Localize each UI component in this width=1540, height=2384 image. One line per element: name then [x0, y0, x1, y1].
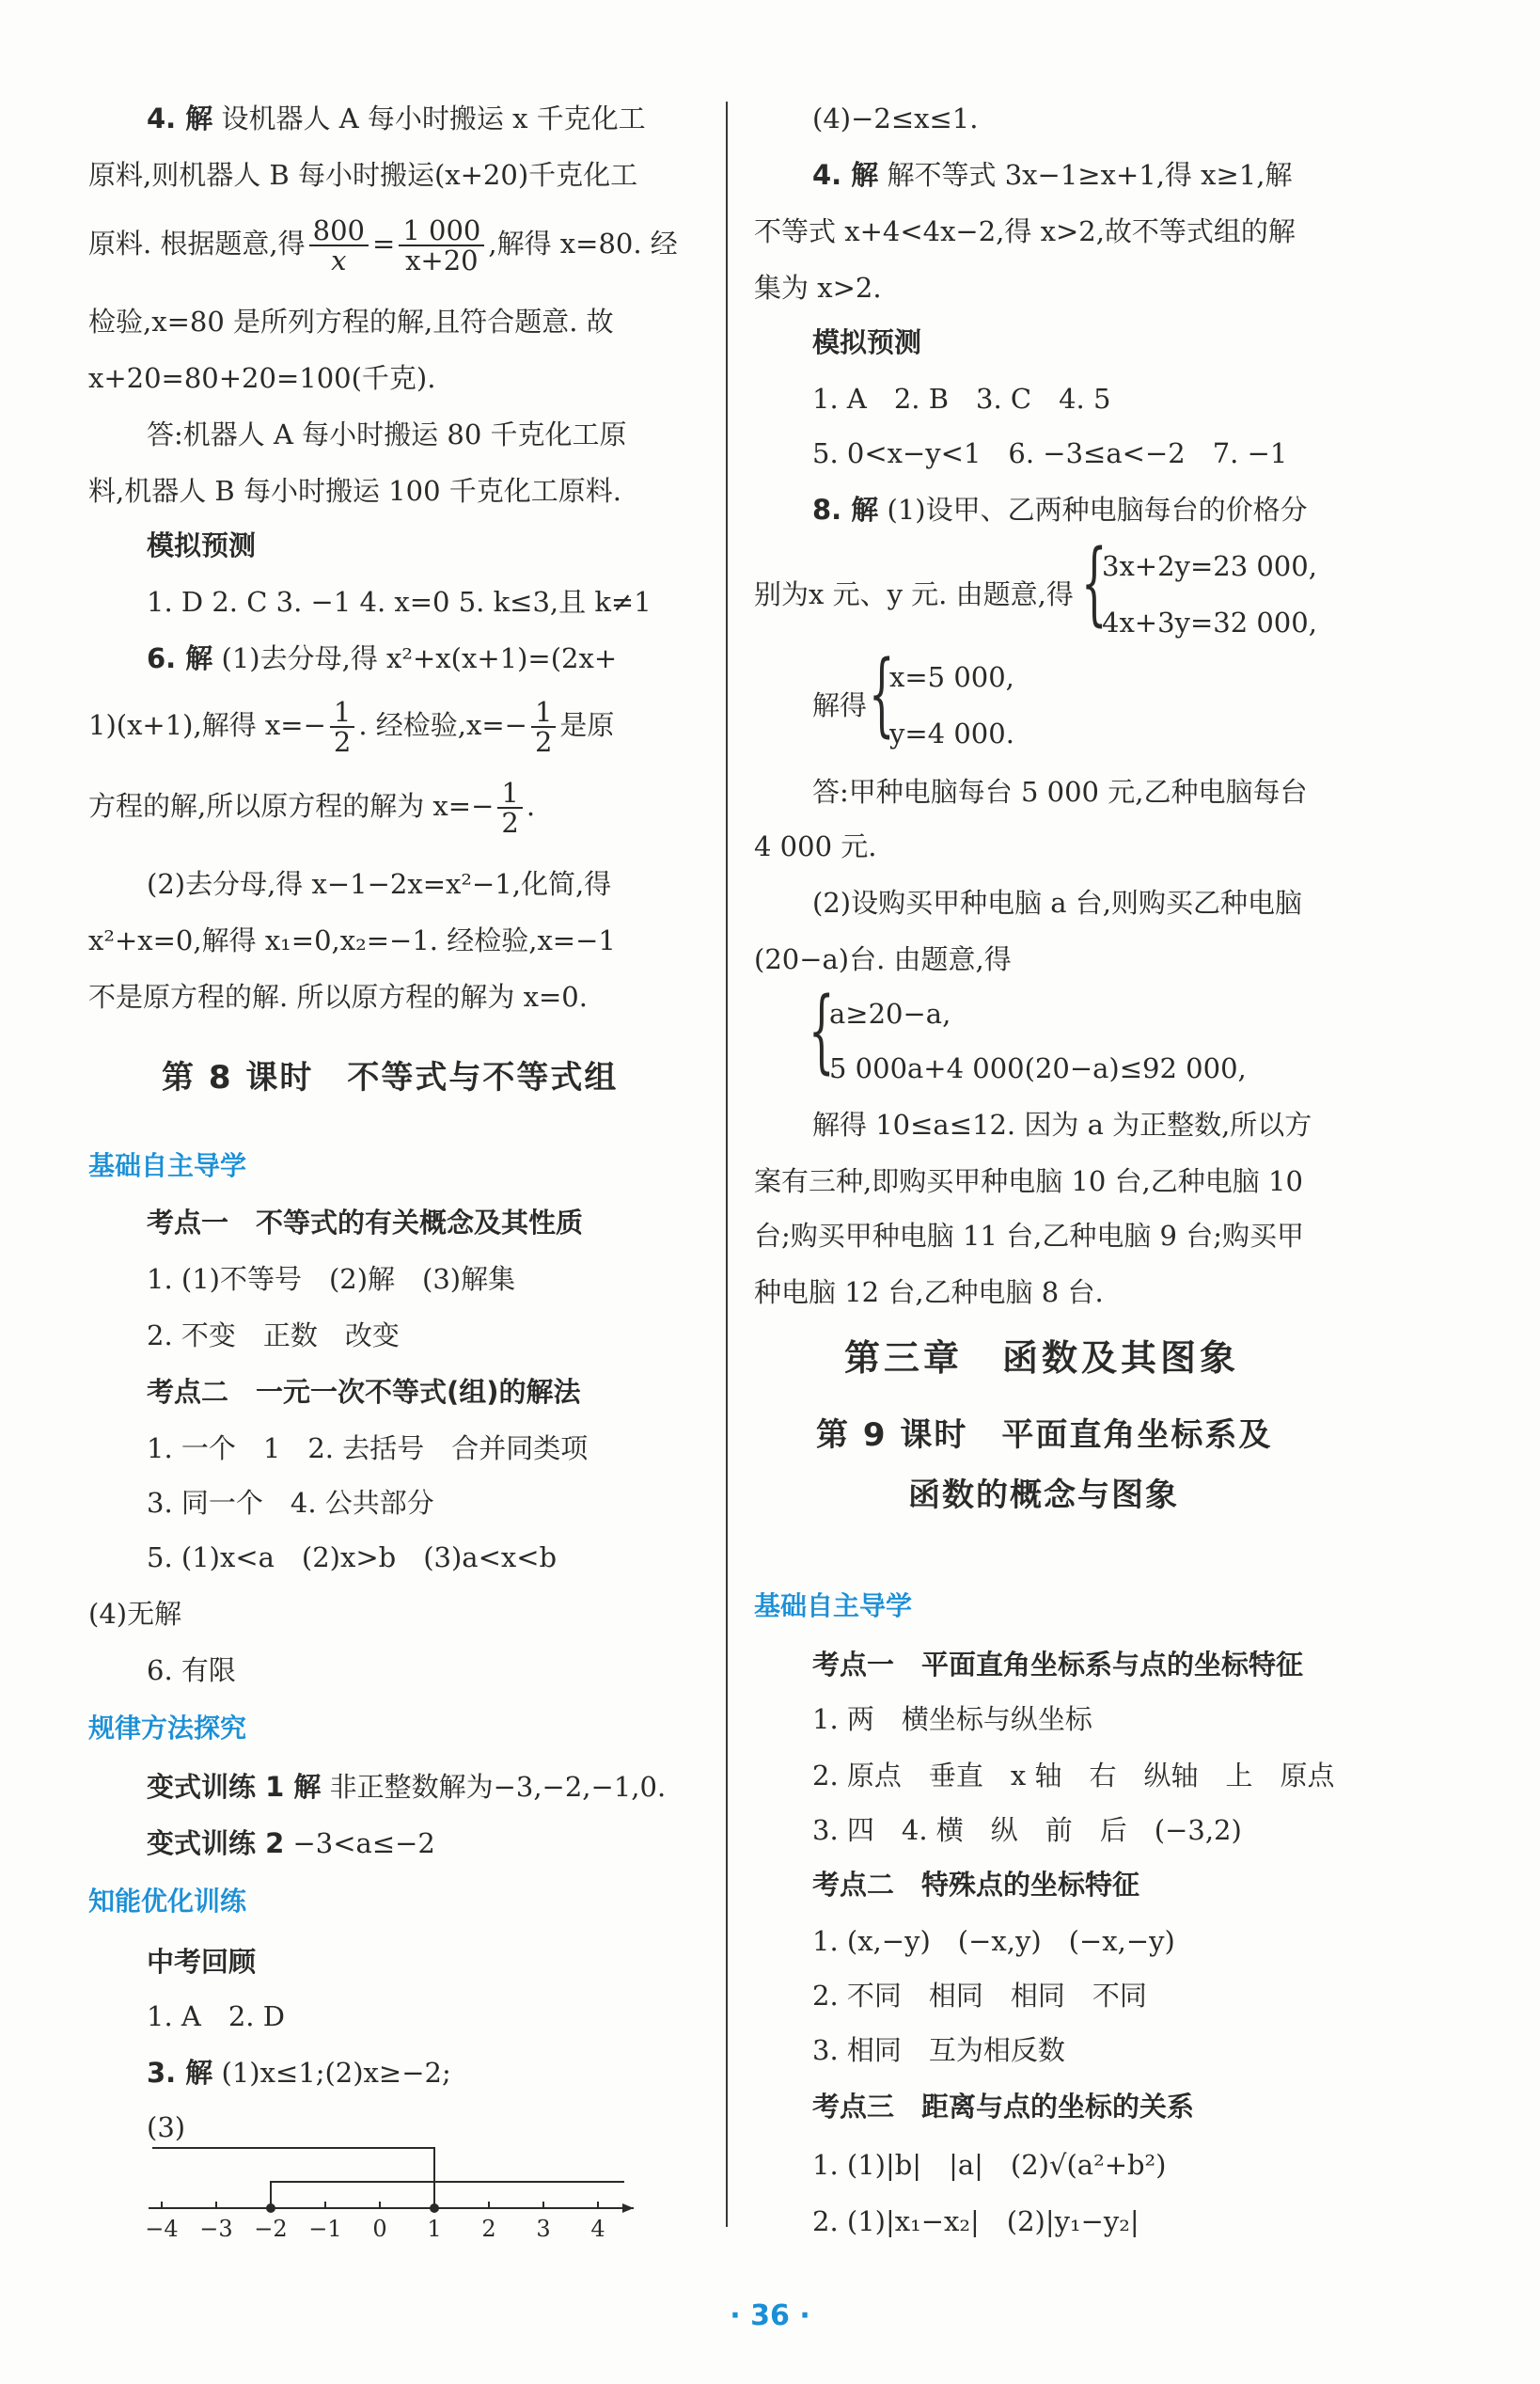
q8-part2-line-5: 台;购买甲种电脑 11 台,乙种电脑 9 台;购买甲 — [754, 1220, 1304, 1252]
q4-text-1: 设机器人 A 每小时搬运 x 千克化工 — [221, 103, 646, 134]
solution-lower-bound — [271, 2182, 624, 2208]
page-number: · 36 · — [730, 2299, 810, 2332]
tick-label: 0 — [372, 2216, 387, 2238]
right-kp3-answer-2: 2. (1)|x₁−x₂| (2)|y₁−y₂| — [812, 2205, 1139, 2237]
q8-part2-line-3: 解得 10≤a≤12. 因为 a 为正整数,所以方 — [812, 1109, 1312, 1141]
review-q3 — [147, 2054, 451, 2092]
q6-text-2a: 1)(x+1),解得 x=− — [88, 709, 326, 741]
right-sim-2: 5. 0<x−y<1 6. −3≤a<−2 7. −1 — [812, 437, 1288, 469]
frac-den: 2 — [534, 726, 553, 758]
right-kp2-answer-3: 3. 相同 互为相反数 — [812, 2034, 1065, 2066]
variant-2 — [147, 1824, 435, 1862]
frac-num: 1 — [531, 698, 556, 728]
q4-line-1 — [147, 100, 646, 137]
frac-num: 1 000 — [399, 216, 484, 246]
q6-line-2 — [88, 698, 614, 756]
q6-part2-line-2: x²+x=0,解得 x₁=0,x₂=−1. 经检验,x=−1 — [88, 924, 616, 956]
q4-answer-1: 答:机器人 A 每小时搬运 80 千克化工原 — [147, 418, 627, 450]
right-sim-title: 模拟预测 — [812, 326, 922, 358]
q4-line-2: 原料,则机器人 B 每小时搬运(x+20)千克化工 — [88, 159, 638, 191]
point-upper — [430, 2203, 439, 2213]
system1-eq2: 4x+3y=32 000, — [1102, 607, 1317, 639]
right-section-basic: 基础自主导学 — [754, 1590, 913, 1621]
right-kp3-answer-1: 1. (1)|b| |a| (2)√(a²+b²) — [812, 2149, 1167, 2181]
q8-answer-2: 4 000 元. — [754, 830, 877, 862]
rq4-label: 4. 解 — [812, 159, 879, 191]
solution-upper-bound — [152, 2148, 434, 2208]
system3-eq1: a≥20−a, — [829, 998, 951, 1030]
fraction-800-x — [309, 216, 369, 275]
page-number-value: 36 — [750, 2299, 790, 2332]
right-line-0: (4)−2≤x≤1. — [812, 103, 979, 134]
q6-text-2b: . 经检验,x=− — [358, 709, 527, 741]
system3-eq2: 5 000a+4 000(20−a)≤92 000, — [829, 1052, 1247, 1084]
frac-den: 2 — [333, 726, 352, 758]
review-title: 中考回顾 — [147, 1946, 257, 1978]
lesson-9-title-1: 第 9 课时 平面直角坐标系及 — [816, 1416, 1273, 1454]
right-kp2-answer-1: 1. (x,−y) (−x,y) (−x,−y) — [812, 1925, 1175, 1957]
variant-2-text: −3<a≤−2 — [292, 1827, 435, 1859]
number-line-figure — [141, 2135, 743, 2238]
q6-text-3b: . — [526, 790, 536, 822]
column-divider — [726, 102, 728, 2227]
solve-label: 解得 — [812, 689, 868, 721]
fraction-half-2 — [531, 698, 556, 756]
q6-text-2c: 是原 — [559, 709, 615, 741]
tick-label: 1 — [427, 2216, 442, 2238]
kp2-answer-1: 1. 一个 1 2. 去括号 合并同类项 — [147, 1432, 589, 1464]
kp1-answer-1: 1. (1)不等号 (2)解 (3)解集 — [147, 1263, 516, 1295]
frac-den: x+20 — [405, 245, 479, 276]
axis-arrow — [622, 2203, 634, 2213]
rq4-text-1: 解不等式 3x−1≥x+1,得 x≥1,解 — [887, 159, 1293, 191]
fraction-1000-x20 — [399, 216, 484, 275]
right-kp2-title: 考点二 特殊点的坐标特征 — [812, 1869, 1140, 1901]
brace-system-1: { — [1081, 530, 1108, 636]
variant-1-label: 变式训练 1 解 — [147, 1771, 322, 1803]
kp1-answer-2: 2. 不变 正数 改变 — [147, 1319, 400, 1351]
q4-line-3 — [88, 216, 678, 275]
right-kp3-title: 考点三 距离与点的坐标的关系 — [812, 2091, 1195, 2123]
fraction-half — [330, 698, 354, 756]
tick-label: 4 — [590, 2216, 605, 2238]
q8-label: 8. 解 — [812, 494, 879, 526]
variant-2-label: 变式训练 2 — [147, 1827, 285, 1859]
frac-den: x — [331, 245, 347, 276]
chapter-title: 第三章 函数及其图象 — [844, 1337, 1240, 1379]
sim-title: 模拟预测 — [147, 529, 257, 561]
q4-answer-2: 料,机器人 B 每小时搬运 100 千克化工原料. — [88, 475, 621, 507]
review-q3-text: (1)x≤1;(2)x≥−2; — [221, 2057, 451, 2089]
right-kp1-title: 考点一 平面直角坐标系与点的坐标特征 — [812, 1649, 1304, 1681]
sim-answers: 1. D 2. C 3. −1 4. x=0 5. k≤3,且 k≠1 — [147, 586, 652, 618]
q8-answer-1: 答:甲种电脑每台 5 000 元,乙种电脑每台 — [812, 776, 1308, 808]
tick-label: −3 — [199, 2216, 233, 2238]
right-sim-1: 1. A 2. B 3. C 4. 5 — [812, 383, 1111, 415]
q6-part2-line-3: 不是原方程的解. 所以原方程的解为 x=0. — [88, 981, 588, 1013]
section-method: 规律方法探究 — [88, 1713, 247, 1744]
frac-den: 2 — [501, 807, 519, 839]
right-kp1-answer-2: 2. 原点 垂直 x 轴 右 纵轴 上 原点 — [812, 1760, 1335, 1792]
point-lower — [266, 2203, 275, 2213]
right-kp1-answer-3: 3. 四 4. 横 纵 前 后 (−3,2) — [812, 1814, 1242, 1846]
q6-label: 6. 解 — [147, 642, 213, 674]
q8-part2-line-4: 案有三种,即购买甲种电脑 10 台,乙种电脑 10 — [754, 1165, 1303, 1197]
kp2-answer-6: 6. 有限 — [147, 1654, 236, 1686]
frac-num: 800 — [309, 216, 369, 246]
variant-1 — [147, 1768, 666, 1806]
system2-eq2: y=4 000. — [889, 718, 1014, 750]
tick-label: −2 — [254, 2216, 288, 2238]
q8-text-1: (1)设甲、乙两种电脑每台的价格分 — [887, 494, 1308, 526]
kp2-answer-5b: (4)无解 — [88, 1598, 182, 1630]
fraction-half-3 — [497, 779, 522, 837]
section-train: 知能优化训练 — [88, 1886, 247, 1917]
kp1-title: 考点一 不等式的有关概念及其性质 — [147, 1207, 584, 1239]
q6-line-1 — [147, 639, 617, 677]
system2-eq1: x=5 000, — [889, 661, 1014, 693]
q6-text-1: (1)去分母,得 x²+x(x+1)=(2x+ — [221, 642, 618, 674]
q4-line-4: 检验,x=80 是所列方程的解,且符合题意. 故 — [88, 306, 614, 338]
lesson-8-title: 第 8 课时 不等式与不等式组 — [162, 1059, 619, 1097]
q8-part2-line-6: 种电脑 12 台,乙种电脑 8 台. — [754, 1276, 1104, 1308]
q4-line-5: x+20=80+20=100(千克). — [88, 362, 436, 394]
q6-line-3 — [88, 779, 535, 837]
review-q3-part3: (3) — [147, 2111, 186, 2143]
rq4-line-3: 集为 x>2. — [754, 272, 882, 304]
q4-label: 4. 解 — [147, 103, 213, 134]
brace-system-2: { — [869, 641, 895, 747]
frac-num: 1 — [497, 779, 522, 809]
variant-1-text: 非正整数解为−3,−2,−1,0. — [329, 1771, 667, 1803]
kp2-answer-5: 5. (1)x<a (2)x>b (3)a<x<b — [147, 1541, 558, 1573]
q4-text-3a: 原料. 根据题意,得 — [88, 228, 306, 260]
q8-part2-line-2: (20−a)台. 由题意,得 — [754, 943, 1012, 975]
review-q3-label: 3. 解 — [147, 2057, 213, 2089]
q4-text-3b: ,解得 x=80. 经 — [488, 228, 678, 260]
equals: = — [372, 228, 396, 260]
q6-part2-line-1: (2)去分母,得 x−1−2x=x²−1,化简,得 — [147, 868, 612, 900]
section-basic: 基础自主导学 — [88, 1150, 247, 1181]
rq4-line-2: 不等式 x+4<4x−2,得 x>2,故不等式组的解 — [754, 215, 1296, 247]
brace-system-3: { — [809, 978, 835, 1083]
rq4-line-1 — [812, 156, 1292, 194]
q8-line-2: 别为x 元、y 元. 由题意,得 — [754, 578, 1074, 610]
tick-label: 3 — [536, 2216, 551, 2238]
lesson-9-title-2: 函数的概念与图象 — [908, 1476, 1179, 1514]
tick-label: 2 — [481, 2216, 496, 2238]
q8-part2-line-1: (2)设购买甲种电脑 a 台,则购买乙种电脑 — [812, 887, 1303, 919]
frac-num: 1 — [330, 698, 354, 728]
kp2-answer-3: 3. 同一个 4. 公共部分 — [147, 1487, 434, 1519]
right-kp1-answer-1: 1. 两 横坐标与纵坐标 — [812, 1703, 1092, 1735]
tick-label: −4 — [145, 2216, 179, 2238]
kp2-title: 考点二 一元一次不等式(组)的解法 — [147, 1376, 581, 1408]
right-kp2-answer-2: 2. 不同 相同 相同 不同 — [812, 1980, 1147, 2012]
review-answers: 1. A 2. D — [147, 2000, 285, 2032]
system1-eq1: 3x+2y=23 000, — [1102, 550, 1317, 582]
tick-label: −1 — [308, 2216, 342, 2238]
q6-text-3a: 方程的解,所以原方程的解为 x=− — [88, 790, 495, 822]
q8-line-1 — [812, 491, 1308, 529]
